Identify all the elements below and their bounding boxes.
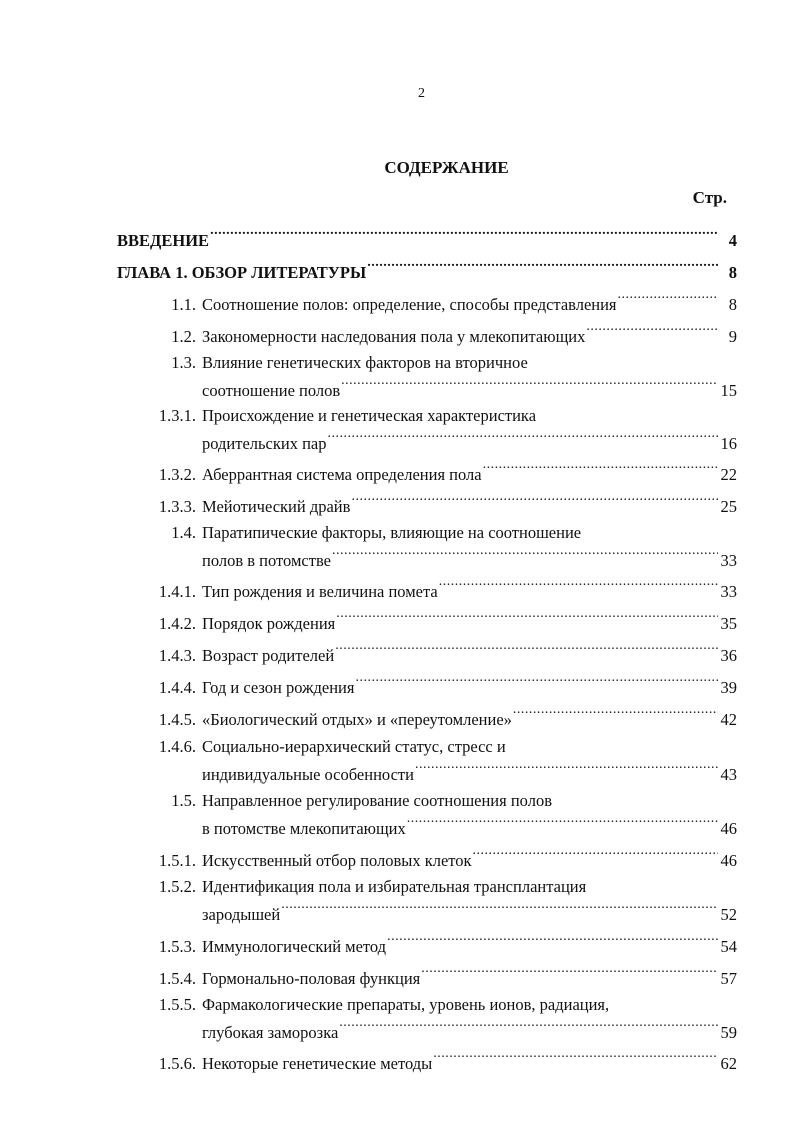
dot-leader — [483, 458, 718, 480]
toc-label: Порядок рождения — [202, 614, 336, 633]
toc-entry[interactable] — [0, 405, 737, 455]
toc-entry[interactable] — [0, 607, 737, 635]
dot-leader — [355, 671, 718, 693]
toc-page: 25 — [720, 497, 737, 516]
dot-leader — [328, 427, 719, 449]
toc-entry[interactable] — [0, 522, 737, 572]
toc-number: 1.3. — [171, 353, 196, 372]
toc-page: 43 — [720, 765, 737, 784]
dot-leader — [433, 1047, 718, 1069]
toc-label: ГЛАВА 1. ОБЗОР ЛИТЕРАТУРЫ — [117, 263, 367, 282]
dot-leader — [473, 844, 718, 866]
toc-entry[interactable] — [0, 703, 737, 731]
toc-label-line1: Направленное регулирование соотношения полов — [202, 791, 552, 810]
toc-label: Гормонально-половая функция — [202, 969, 421, 988]
toc-number: 1.1. — [171, 295, 196, 314]
dot-leader — [336, 607, 718, 629]
toc-label: Возраст родителей — [202, 646, 335, 665]
toc-number: 1.4.6. — [158, 737, 196, 756]
toc-page: 52 — [720, 905, 737, 924]
toc-number: 1.3.1. — [158, 406, 196, 425]
dot-leader — [586, 320, 718, 342]
toc-number: 1.5. — [171, 791, 196, 810]
toc-page: 33 — [720, 551, 737, 570]
dot-leader — [421, 962, 718, 984]
toc-label-line1: Влияние генетических факторов на вторичное — [202, 353, 528, 372]
toc-page: 46 — [720, 851, 737, 870]
toc-page: 36 — [720, 646, 737, 665]
toc-page: 35 — [720, 614, 737, 633]
toc-number: 1.5.6. — [158, 1054, 196, 1073]
toc-number: 1.4. — [171, 523, 196, 542]
dot-leader — [332, 544, 718, 566]
toc-label: Иммунологический метод — [202, 937, 387, 956]
toc-page: 8 — [728, 295, 737, 314]
toc-label: родительских пар — [202, 434, 327, 453]
toc-entry[interactable] — [0, 352, 737, 402]
dot-leader — [415, 758, 718, 780]
toc-page: 15 — [720, 381, 737, 400]
toc-label-line1: Идентификация пола и избирательная трансплантация — [202, 877, 587, 896]
toc-entry[interactable] — [0, 320, 737, 348]
toc-number: 1.2. — [171, 327, 196, 346]
toc-number: 1.4.2. — [158, 614, 196, 633]
dot-leader — [339, 1016, 718, 1038]
dot-leader — [513, 703, 718, 725]
toc-page: 4 — [728, 231, 737, 250]
dot-leader — [351, 490, 718, 512]
toc-number: 1.4.4. — [158, 678, 196, 697]
page-column-label: Стр. — [692, 188, 727, 207]
toc-number: 1.3.3. — [158, 497, 196, 516]
toc-number: 1.5.5. — [158, 995, 196, 1014]
toc-entry[interactable] — [0, 736, 737, 786]
toc-label: в потомстве млекопитающих — [202, 819, 406, 838]
dot-leader — [618, 288, 718, 310]
toc-page: 33 — [720, 582, 737, 601]
toc-entry[interactable] — [0, 994, 737, 1044]
toc-page: 54 — [720, 937, 737, 956]
toc-label: Соотношение полов: определение, способы представления — [202, 295, 617, 314]
dot-leader — [407, 812, 718, 834]
toc-number: 1.5.1. — [158, 851, 196, 870]
toc-number: 1.4.3. — [158, 646, 196, 665]
toc-number: 1.4.5. — [158, 710, 196, 729]
toc-label: соотношение полов — [202, 381, 341, 400]
toc-label: Аберрантная система определения пола — [202, 465, 482, 484]
toc-page: 16 — [720, 434, 737, 453]
toc-label: Тип рождения и величина помета — [202, 582, 438, 601]
toc-label: «Биологический отдых» и «переутомление» — [202, 710, 512, 729]
toc-number: 1.5.2. — [158, 877, 196, 896]
page-number: 2 — [418, 86, 425, 101]
toc-label-line1: Социально-иерархический статус, стресс и — [202, 737, 506, 756]
dot-leader — [281, 898, 718, 920]
toc-entry[interactable] — [0, 1047, 737, 1075]
toc-label: Закономерности наследования пола у млекопитающих — [202, 327, 586, 346]
toc-label: глубокая заморозка — [202, 1023, 339, 1042]
toc-page: 8 — [728, 263, 737, 282]
toc-label-line1: Происхождение и генетическая характеристика — [202, 406, 537, 425]
toc-label: ВВЕДЕНИЕ — [117, 231, 210, 250]
dot-leader — [210, 224, 718, 246]
toc-number: 1.3.2. — [158, 465, 196, 484]
page-title: СОДЕРЖАНИЕ — [384, 158, 509, 177]
toc-page: 9 — [728, 327, 737, 346]
toc-entry[interactable] — [0, 490, 737, 518]
dot-leader — [341, 374, 718, 396]
toc-page: 59 — [720, 1023, 737, 1042]
toc-label: Некоторые генетические методы — [202, 1054, 433, 1073]
toc-entry[interactable] — [0, 458, 737, 486]
toc-number: 1.5.3. — [158, 937, 196, 956]
toc-label: зародышей — [202, 905, 281, 924]
toc-page: 46 — [720, 819, 737, 838]
dot-leader — [387, 930, 718, 952]
toc-entry[interactable] — [0, 639, 737, 667]
toc-entry[interactable] — [0, 256, 737, 284]
toc-label: Искусственный отбор половых клеток — [202, 851, 472, 870]
toc-number: 1.5.4. — [158, 969, 196, 988]
toc-label: индивидуальные особенности — [202, 765, 414, 784]
toc-page: 42 — [720, 710, 737, 729]
dot-leader — [367, 256, 718, 278]
dot-leader — [439, 575, 718, 597]
toc-label: Год и сезон рождения — [202, 678, 355, 697]
toc-page: 57 — [720, 969, 737, 988]
toc-entry[interactable] — [0, 575, 737, 603]
toc-entry[interactable] — [0, 962, 737, 990]
toc-entry[interactable] — [0, 930, 737, 958]
toc-label-line1: Фармакологические препараты, уровень ионов, радиация, — [202, 995, 610, 1014]
toc-label: Мейотический драйв — [202, 497, 351, 516]
toc-label: полов в потомстве — [202, 551, 331, 570]
toc-entry[interactable] — [0, 790, 737, 840]
toc-page: 39 — [720, 678, 737, 697]
toc-page: 22 — [720, 465, 737, 484]
toc-entry[interactable] — [0, 224, 737, 252]
toc-number: 1.4.1. — [158, 582, 196, 601]
toc-entry[interactable] — [0, 844, 737, 872]
dot-leader — [335, 639, 718, 661]
toc-entry[interactable] — [0, 671, 737, 699]
toc-label-line1: Паратипические факторы, влияющие на соотношение — [202, 523, 582, 542]
toc-entry[interactable] — [0, 876, 737, 926]
toc-entry[interactable] — [0, 288, 737, 316]
toc-page: 62 — [720, 1054, 737, 1073]
